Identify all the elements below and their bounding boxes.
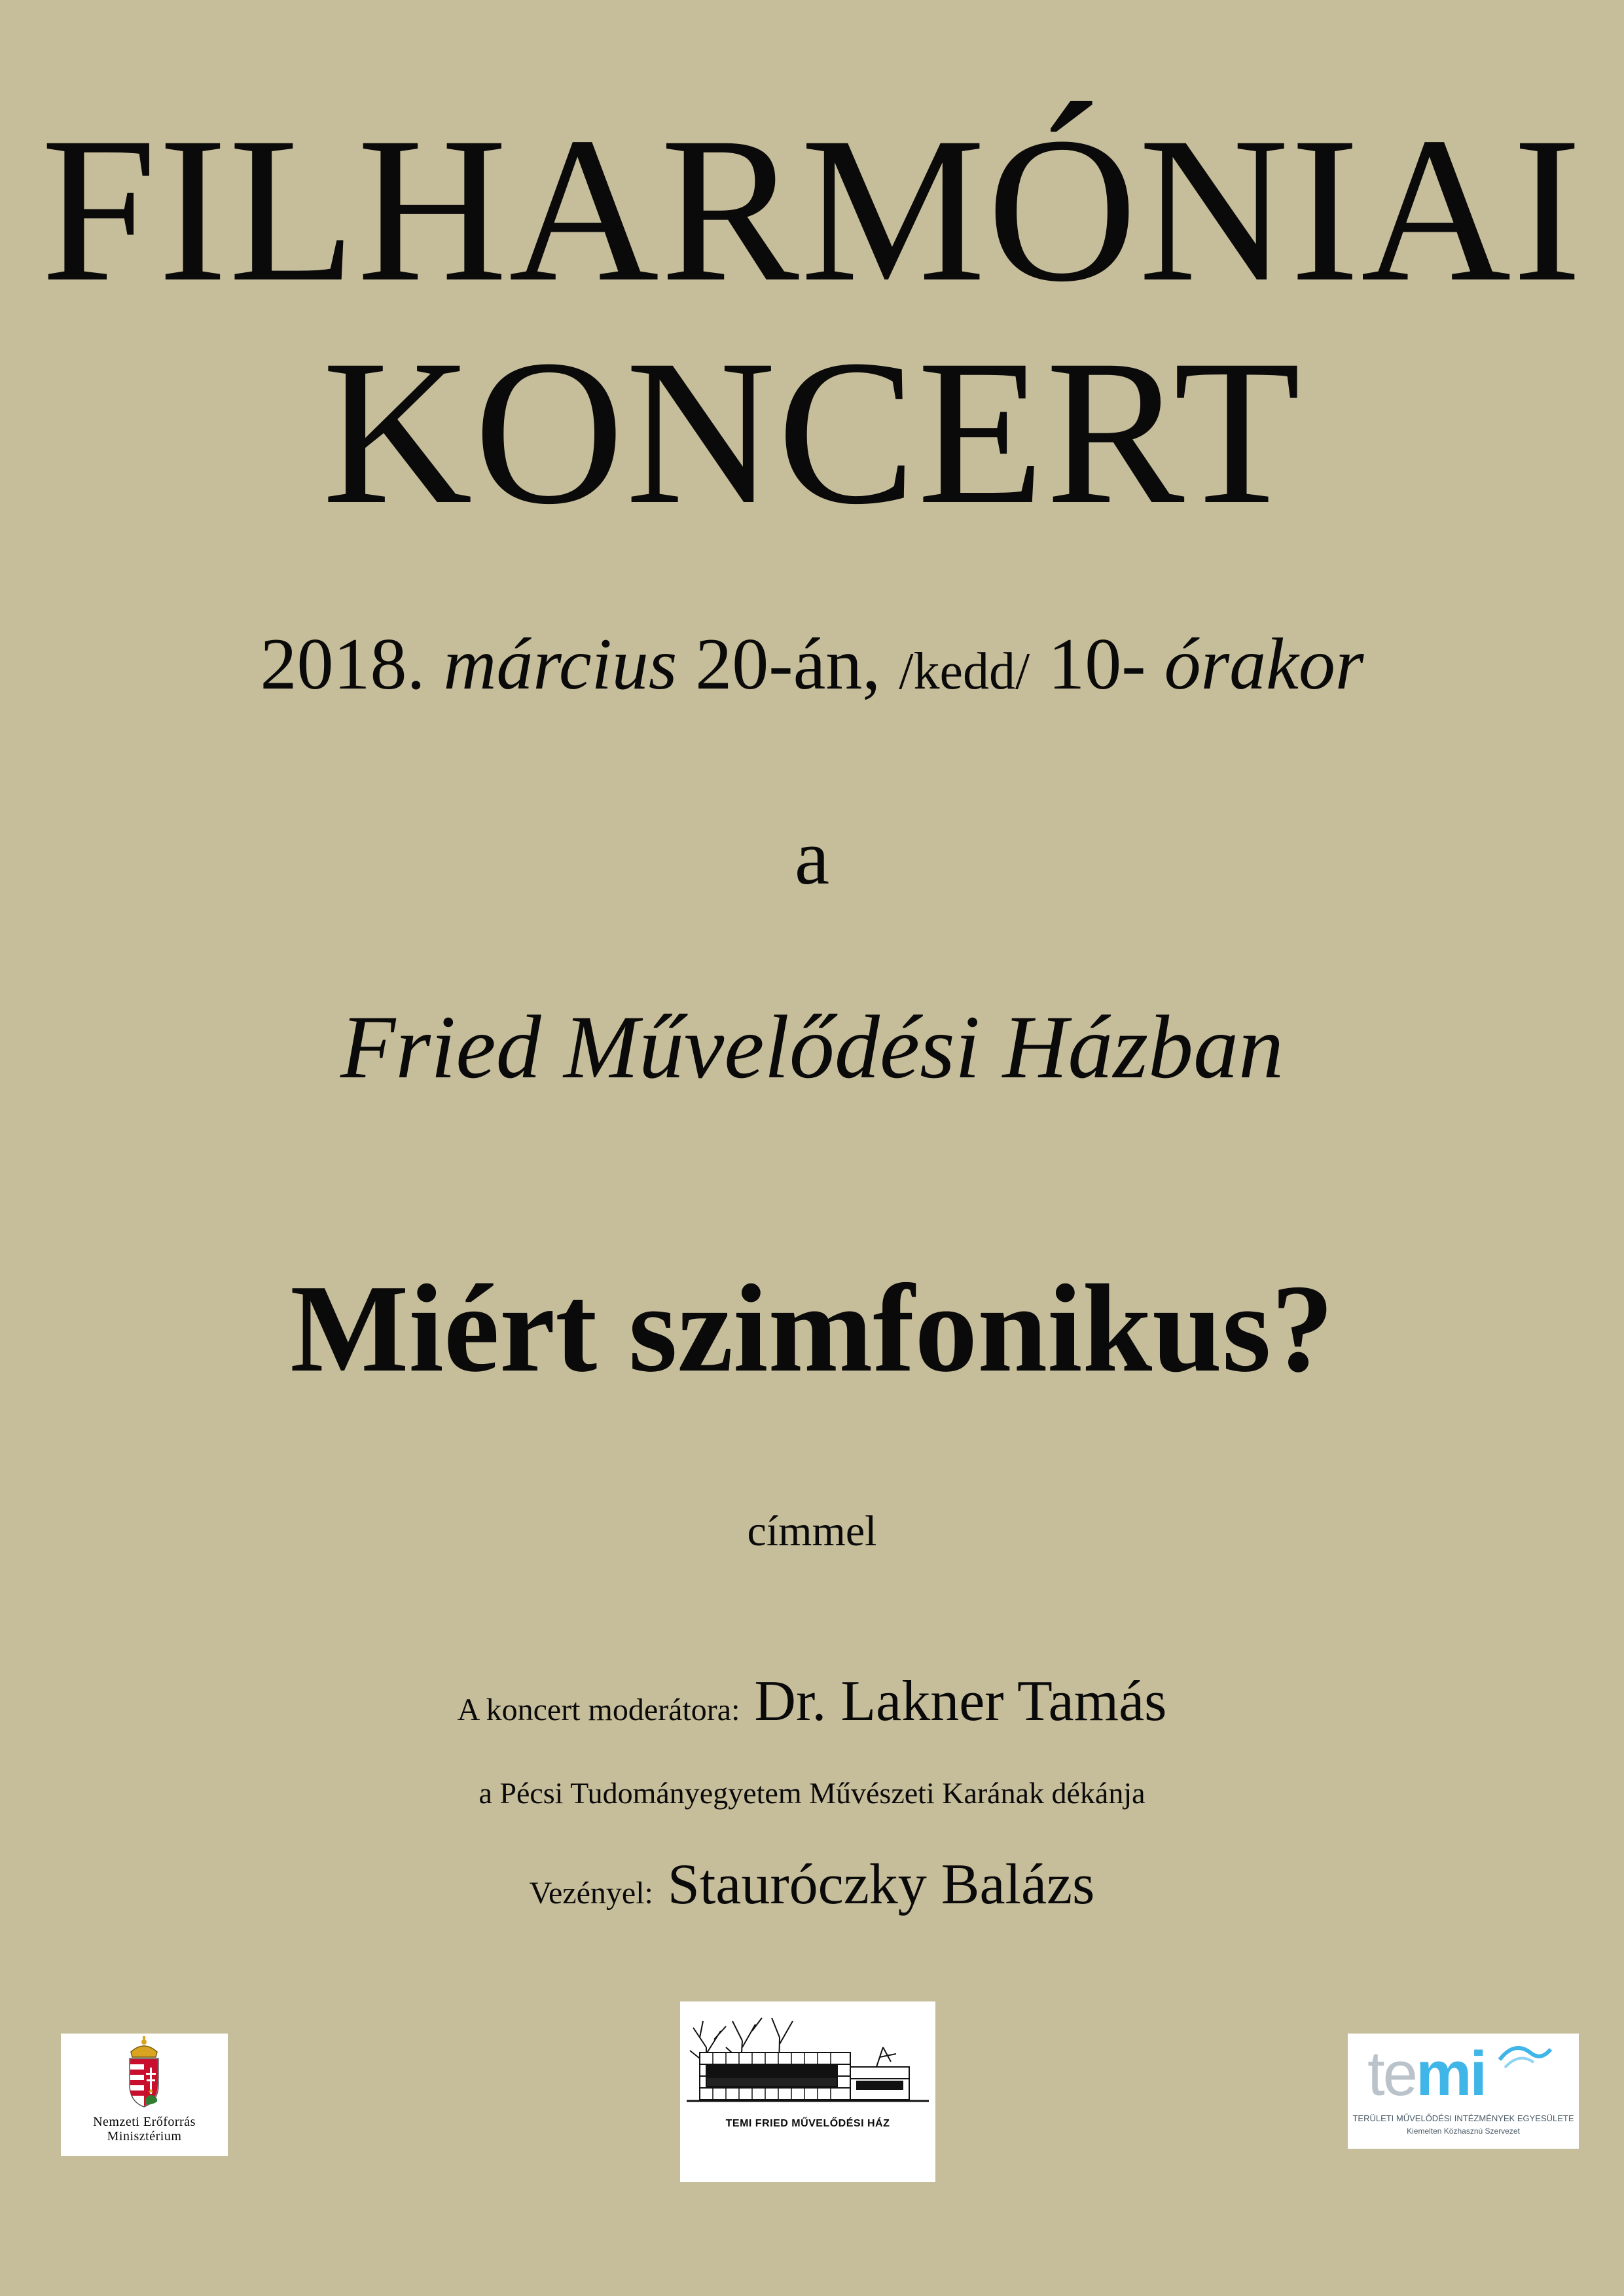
- building-sketch-icon: [680, 2001, 935, 2113]
- temi-org-name: TERÜLETI MŰVELŐDÉSI INTÉZMÉNYEK EGYESÜLETE: [1352, 2113, 1574, 2123]
- article-a: a: [794, 814, 830, 901]
- date-time-word: órakor: [1164, 624, 1364, 705]
- hungarian-coat-of-arms-icon: [61, 2034, 228, 2112]
- date-year: 2018.: [260, 624, 425, 705]
- ministry-name-line2: Minisztérium: [107, 2129, 182, 2144]
- wave-icon: [1348, 2034, 1579, 2112]
- temi-logo: [1348, 2034, 1579, 2149]
- conductor-name: Stauróczky Balázs: [667, 1853, 1095, 1916]
- moderator-line: [0, 1669, 1624, 1743]
- title-line-1: FILHARMÓNIAI: [41, 94, 1583, 325]
- moderator-label: A koncert moderátora:: [457, 1693, 740, 1727]
- ministry-name-line1: Nemzeti Erőforrás: [93, 2115, 196, 2129]
- fried-house-name: TEMI FRIED MŰVELŐDÉSI HÁZ: [725, 2118, 890, 2129]
- venue: Fried Művelődési Házban: [340, 997, 1284, 1097]
- date-day: 20-án,: [695, 624, 881, 705]
- title-line-2: KONCERT: [322, 317, 1302, 547]
- ministry-logo: [61, 2034, 228, 2156]
- subtitle-suffix: címmel: [747, 1507, 877, 1555]
- temi-word-blue: mi: [1416, 2039, 1486, 2109]
- date-month: március: [443, 624, 677, 705]
- moderator-name: Dr. Lakner Tamás: [754, 1670, 1167, 1733]
- conductor-line: [0, 1849, 1624, 1929]
- event-date: [0, 622, 1624, 714]
- temi-word-grey: te: [1367, 2039, 1416, 2109]
- concert-subtitle: Miért szimfonikus?: [290, 1259, 1334, 1398]
- conductor-label: Vezényel:: [529, 1876, 653, 1910]
- date-hour: 10-: [1048, 624, 1146, 705]
- moderator-role: a Pécsi Tudományegyetem Művészeti Karának dékánja: [478, 1776, 1146, 1810]
- date-weekday: /kedd/: [899, 643, 1030, 700]
- ministry-name: [61, 2115, 228, 2144]
- temi-org-status: Kiemelten Közhasznú Szervezet: [1407, 2126, 1520, 2136]
- fried-house-logo: [680, 2001, 935, 2182]
